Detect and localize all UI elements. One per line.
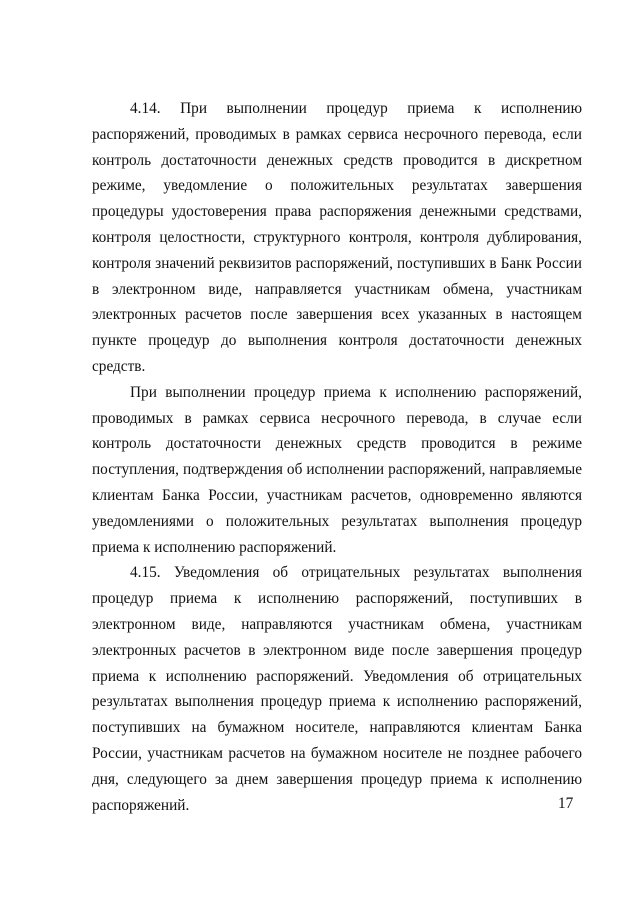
- paragraph-4-15: 4.15. Уведомления об отрицательных результатах выполнения процедур приема к исполнению распоряжений, поступивших в электронном виде, направляются участникам обмена, участникам электронных расчетов в электронном виде после завершения процедур приема к исполнению распоряжений. Уведомления об отрицательных результатах выполнения процедур приема к исполнению распоряжений, поступивших на бумажном носителе, направляются клиентам Банка России, участникам расчетов на бумажном носителе не позднее рабочего дня, следующего за днем завершения процедур приема к исполнению распоряжений.: [92, 564, 582, 814]
- page-number: 17: [558, 795, 574, 812]
- document-body: [92, 96, 582, 818]
- paragraph-4-14: 4.14. При выполнении процедур приема к исполнению распоряжений, проводимых в рамках сервиса несрочного перевода, если контроль достаточности денежных средств проводится в дискретном режиме, уведомление о положительных результатах завершения процедуры удостоверения права распоряжения денежными средствами, контроля целостности, структурного контроля, контроля дублирования, контроля значений реквизитов распоряжений, поступивших в Банк России в электронном виде, направляется участникам обмена, участникам электронных расчетов после завершения всех указанных в настоящем пункте процедур до выполнения контроля достаточности денежных средств.: [92, 100, 582, 375]
- paragraph-4-14-continuation: При выполнении процедур приема к исполнению распоряжений, проводимых в рамках сервиса несрочного перевода, в случае если контроль достаточности денежных средств проводится в режиме поступления, подтверждения об исполнении распоряжений, направляемые клиентам Банка России, участникам расчетов, одновременно являются уведомлениями о положительных результатах выполнения процедур приема к исполнению распоряжений.: [92, 383, 582, 556]
